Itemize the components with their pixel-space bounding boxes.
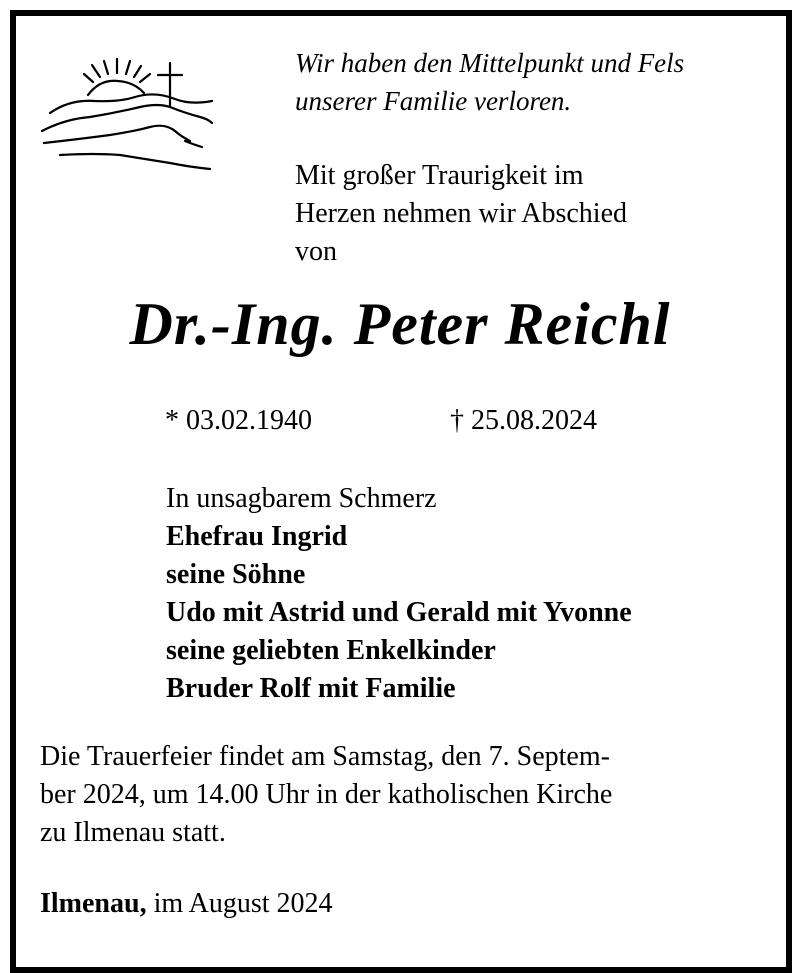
closing-place: Ilmenau,: [40, 888, 147, 919]
mourner-line: Udo mit Astrid und Gerald mit Yvonne: [166, 597, 632, 628]
mourner-line: seine Söhne: [166, 559, 306, 590]
death-date: † 25.08.2024: [450, 405, 597, 436]
mourner-line: Ehefrau Ingrid: [166, 521, 348, 552]
intro-text-line: Mit großer Traurigkeit im: [295, 160, 584, 191]
deceased-name: Dr.-Ing. Peter Reichl: [129, 291, 671, 357]
intro-quote-line: Wir haben den Mittelpunkt und Fels: [295, 48, 685, 78]
service-line: ber 2024, um 14.00 Uhr in der katholischen Kirche: [40, 779, 613, 810]
intro-quote: [295, 44, 684, 120]
intro-text-line: von: [295, 236, 337, 267]
mourner-line: Bruder Rolf mit Familie: [166, 673, 456, 704]
service-info: [40, 738, 612, 852]
closing-line: [40, 888, 333, 920]
intro-quote-line: unserer Familie verloren.: [295, 86, 572, 116]
birth-date: * 03.02.1940: [165, 405, 312, 436]
hills-cross-sunrise-icon: [40, 55, 220, 175]
mourners-list: [166, 480, 632, 708]
closing-date: im August 2024: [153, 888, 333, 919]
service-line: Die Trauerfeier findet am Samstag, den 7. Septem-: [40, 741, 610, 772]
intro-text-line: Herzen nehmen wir Abschied: [295, 198, 627, 229]
mourners-intro: In unsagbarem Schmerz: [166, 483, 437, 514]
service-line: zu Ilmenau statt.: [40, 817, 226, 848]
mourner-line: seine geliebten Enkelkinder: [166, 635, 496, 666]
intro-text: [295, 157, 627, 271]
